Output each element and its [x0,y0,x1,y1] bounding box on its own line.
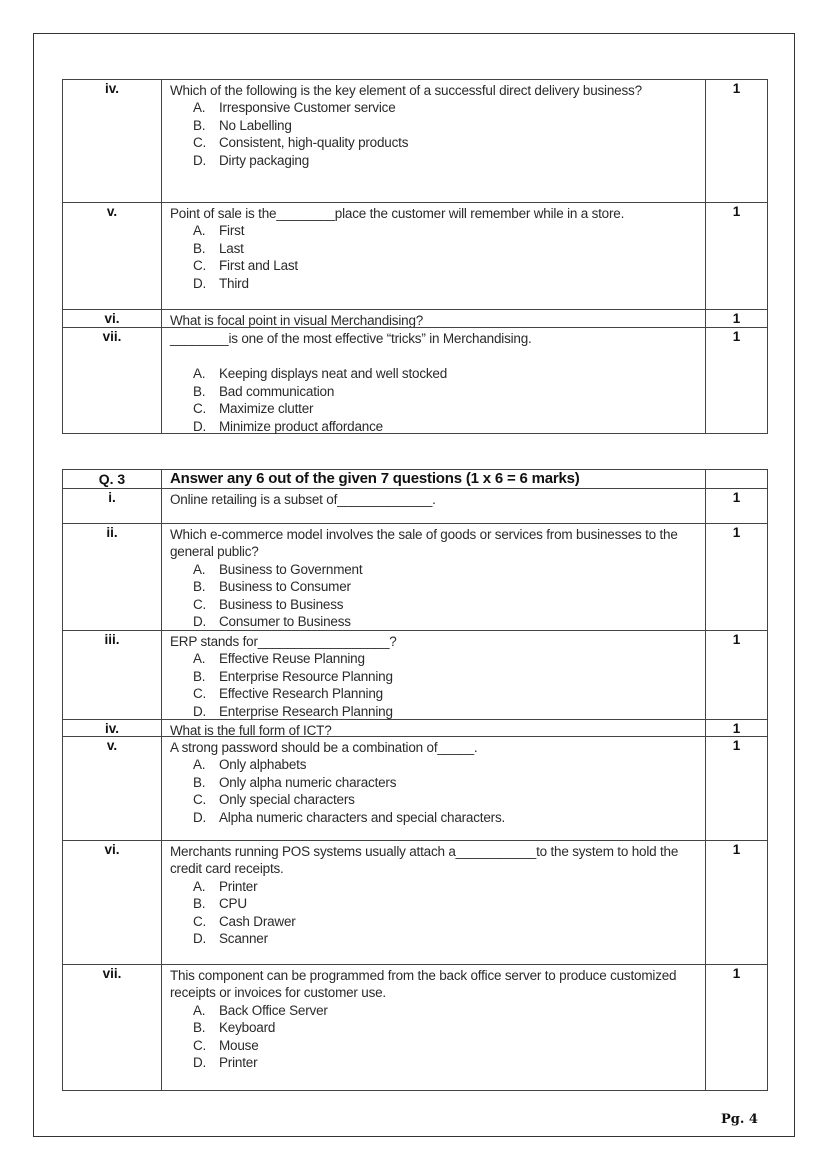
question-text: Which of the following is the key element of a successful direct delivery business? [170,83,642,98]
question-text: Merchants running POS systems usually attach a___________to the system to hold the credit card receipts. [170,844,679,877]
marks: 1 [732,329,741,344]
answer-option [170,791,697,808]
option-letter: A. [193,651,206,667]
question-number: ii. [106,525,118,540]
option-letter: C. [193,792,207,808]
answer-option [170,685,697,702]
section-instructions: Answer any 6 out of the given 7 questions (1 x 6 = 6 marks) [161,470,706,488]
option-text: Last [219,240,244,256]
marks: 1 [732,632,741,647]
option-text: Only special characters [219,792,355,808]
option-text: No Labelling [219,117,292,133]
option-text: Only alpha numeric characters [219,774,397,790]
option-letter: C. [193,401,207,417]
option-text: Dirty packaging [219,152,310,168]
marks: 1 [732,966,741,981]
answer-option [170,240,697,257]
question-cell [161,328,706,433]
option-letter: A. [193,561,206,577]
question-text: What is focal point in visual Merchandising? [170,313,424,328]
option-letter: D. [193,1055,207,1071]
option-text: Printer [219,878,258,894]
marks: 1 [732,204,741,219]
option-letter: D. [193,275,207,291]
question-row [62,327,768,434]
answer-option [170,878,697,895]
question-text: ________is one of the most effective “tricks” in Merchandising. [170,331,532,346]
option-text: Scanner [219,931,268,947]
option-letter: B. [193,579,206,595]
option-text: Mouse [219,1037,259,1053]
option-text: Business to Consumer [219,579,351,595]
option-text: Bad communication [219,383,335,399]
answer-option [170,756,697,773]
answer-option [170,703,697,720]
answer-option [170,418,697,435]
marks: 1 [732,81,741,96]
marks: 1 [732,738,741,753]
question-number: vi. [104,842,120,857]
option-letter: C. [193,135,207,151]
question-cell [161,310,706,327]
question-number: v. [106,204,118,219]
question-text: Online retailing is a subset of_____________. [170,492,436,507]
question-cell [161,631,706,719]
question-cell [161,965,706,1090]
option-text: Business to Business [219,596,344,612]
option-letter: B. [193,896,206,912]
option-letter: A. [193,100,206,116]
question-number: vi. [104,311,120,326]
answer-option [170,152,697,169]
question-row [62,202,768,310]
option-letter: A. [193,757,206,773]
question-number: v. [106,738,118,753]
option-text: Third [219,275,249,291]
answer-option [170,1019,697,1036]
option-letter: A. [193,366,206,382]
answer-option [170,1002,697,1019]
question-row [62,309,768,328]
marks: 1 [732,490,741,505]
option-text: Back Office Server [219,1002,328,1018]
marks: 1 [732,842,741,857]
answer-option [170,578,697,595]
option-text: Enterprise Resource Planning [219,668,393,684]
option-letter: A. [193,1002,206,1018]
option-text: Consistent, high-quality products [219,135,409,151]
marks: 1 [732,525,741,540]
option-letter: C. [193,596,207,612]
option-text: Enterprise Research Planning [219,703,393,719]
answer-option [170,257,697,274]
option-text: Keyboard [219,1020,276,1036]
question-cell [161,80,706,202]
option-text: Maximize clutter [219,401,314,417]
option-letter: B. [193,240,206,256]
option-letter: C. [193,913,207,929]
answer-option [170,613,697,630]
marks-cell [706,470,767,488]
question-row [62,488,768,524]
question-cell [161,841,706,964]
question-number: iv. [104,721,119,736]
answer-option [170,134,697,151]
option-letter: A. [193,878,206,894]
question-number: i. [108,490,116,505]
answer-option [170,668,697,685]
question-cell [161,737,706,840]
question-number: vii. [102,966,122,981]
option-text: Effective Reuse Planning [219,651,365,667]
option-letter: C. [193,1037,207,1053]
option-letter: C. [193,686,207,702]
question-text: A strong password should be a combination of_____. [170,740,478,755]
option-text: Minimize product affordance [219,418,383,434]
answer-option [170,1054,697,1071]
option-letter: B. [193,1020,206,1036]
question-text: Point of sale is the________place the customer will remember while in a store. [170,206,625,221]
option-text: Printer [219,1055,258,1071]
question-cell [161,720,706,736]
option-letter: D. [193,703,207,719]
option-letter: C. [193,258,207,274]
answer-option [170,596,697,613]
option-text: Consumer to Business [219,614,351,630]
option-letter: B. [193,117,206,133]
answer-option [170,913,697,930]
answer-option [170,650,697,667]
answer-option [170,774,697,791]
page-number: Pg. 4 [721,1112,758,1127]
option-text: First [219,223,245,239]
question-number: iii. [104,632,120,647]
marks: 1 [732,721,741,736]
option-letter: B. [193,383,206,399]
answer-option [170,1037,697,1054]
option-text: Business to Government [219,561,363,577]
answer-option [170,365,697,382]
question-row [62,964,768,1091]
question-text: Which e-commerce model involves the sale of goods or services from businesses to the general public? [170,527,678,560]
question-text: This component can be programmed from the back office server to produce customized receipts or invoices for customer use. [170,968,677,1001]
question-row [62,79,768,203]
question-row [62,736,768,841]
option-letter: D. [193,152,207,168]
option-letter: D. [193,809,207,825]
option-text: Only alphabets [219,757,307,773]
question-row [62,630,768,720]
option-letter: D. [193,418,207,434]
answer-option [170,895,697,912]
option-text: First and Last [219,258,298,274]
answer-option [170,400,697,417]
option-text: Keeping displays neat and well stocked [219,366,448,382]
answer-option [170,383,697,400]
question-cell [161,203,706,309]
question-number: vii. [102,329,122,344]
option-text: Effective Research Planning [219,686,383,702]
question-number: iv. [104,81,119,96]
question-row [62,523,768,631]
option-letter: B. [193,774,206,790]
option-letter: B. [193,668,206,684]
spacer [170,347,697,365]
option-text: CPU [219,896,247,912]
marks: 1 [732,311,741,326]
answer-option [170,930,697,947]
answer-option [170,809,697,826]
question-row [62,840,768,965]
question-row [62,719,768,737]
answer-option [170,99,697,116]
option-letter: D. [193,931,207,947]
answer-option [170,561,697,578]
answer-option [170,222,697,239]
question-cell [161,489,706,523]
section-number: Q. 3 [98,471,126,487]
option-text: Irresponsive Customer service [219,100,396,116]
question-text: ERP stands for__________________? [170,634,397,649]
option-letter: A. [193,223,206,239]
option-text: Alpha numeric characters and special characters. [219,809,506,825]
option-text: Cash Drawer [219,913,296,929]
section-header-row [62,469,768,489]
answer-option [170,117,697,134]
answer-option [170,275,697,292]
question-text: What is the full form of ICT? [170,723,332,738]
option-letter: D. [193,614,207,630]
question-cell [161,524,706,630]
